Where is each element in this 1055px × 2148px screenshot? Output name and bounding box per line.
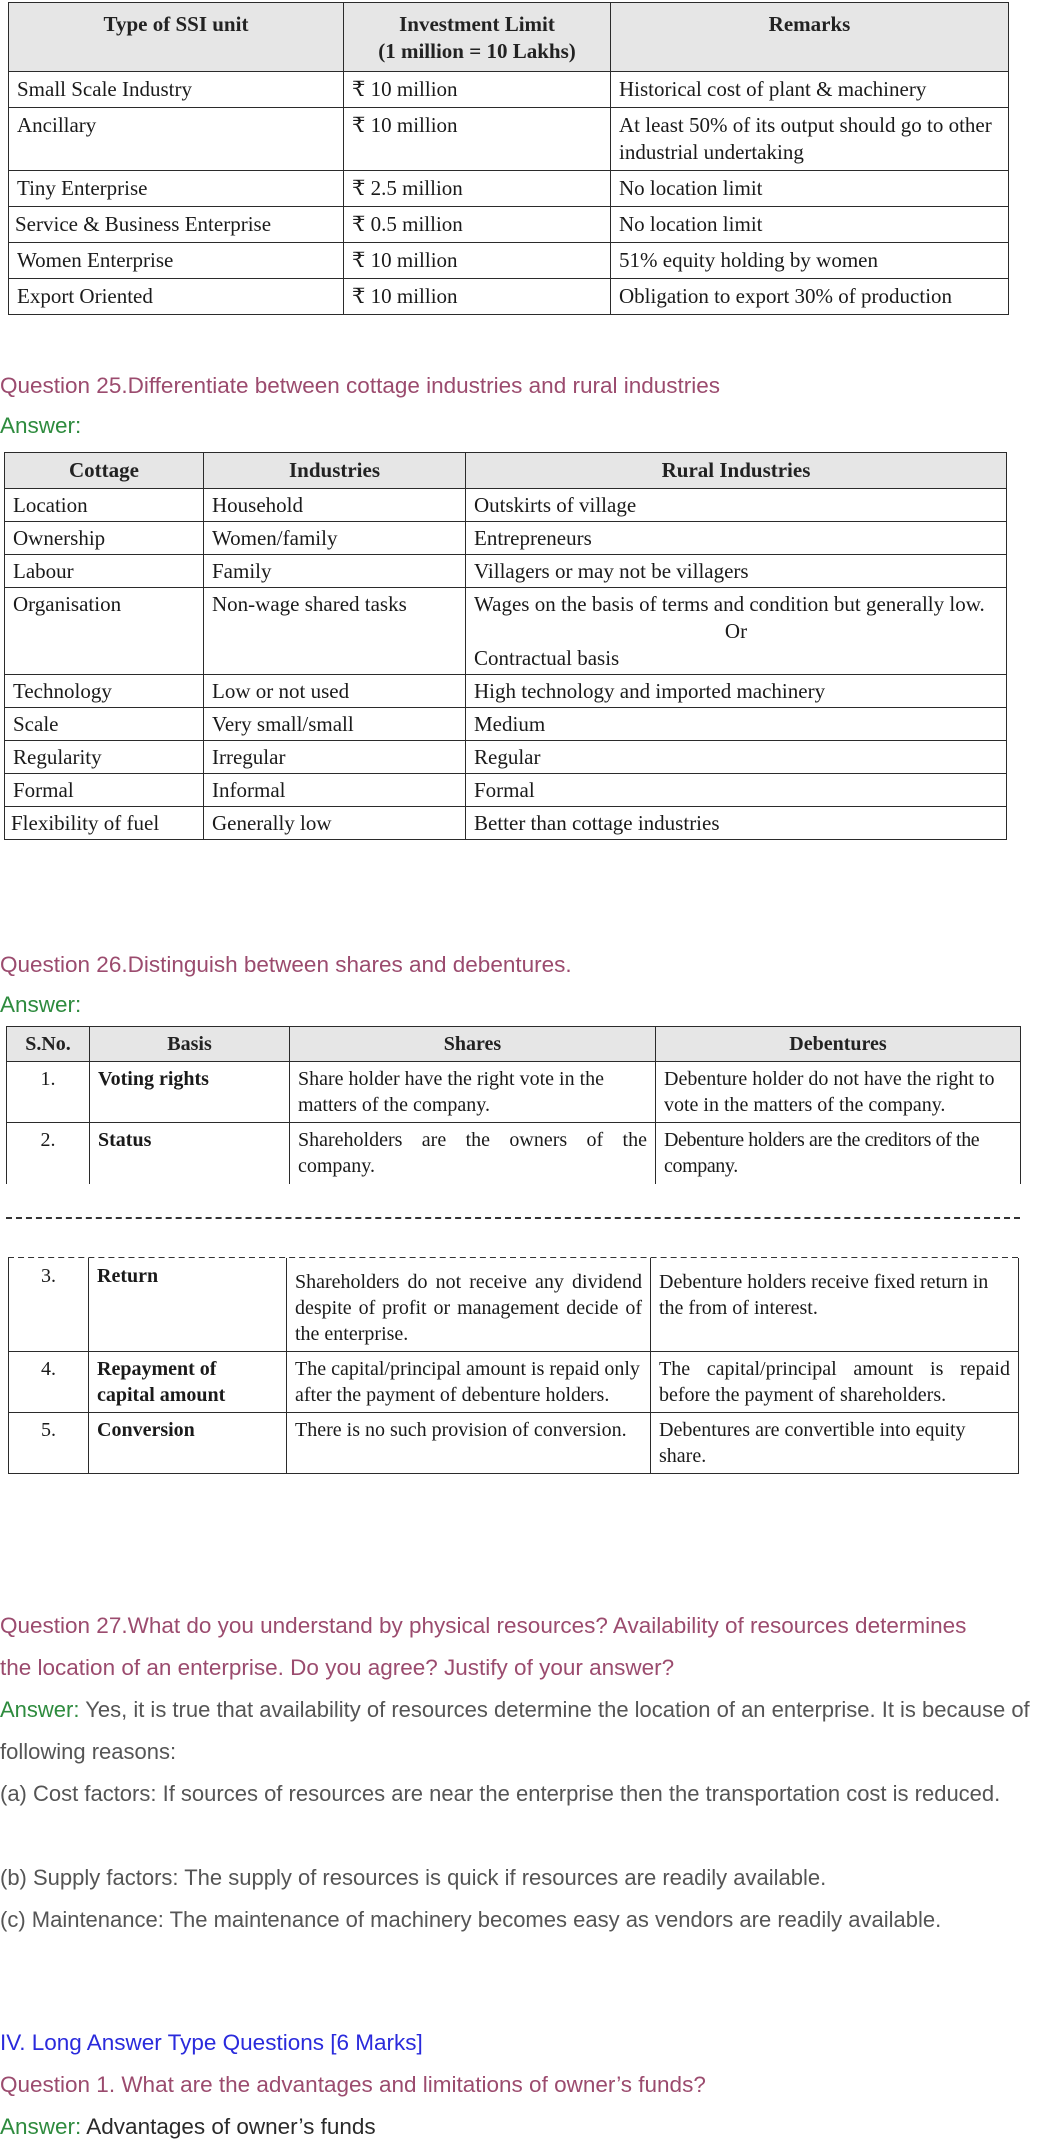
answer-long-1-text: Advantages of owner’s funds: [81, 2114, 376, 2139]
cell-basis: Ownership: [5, 522, 204, 555]
cell-basis: Status: [90, 1123, 290, 1184]
table-row: [5, 807, 1007, 840]
rural-text: Wages on the basis of terms and condition but generally low.: [474, 592, 985, 616]
cell-remarks: At least 50% of its output should go to other industrial undertaking: [611, 108, 1009, 171]
cell-cottage: Non-wage shared tasks: [204, 588, 466, 675]
cell-remarks: Obligation to export 30% of production: [611, 279, 1009, 315]
cell-shares: The capital/principal amount is repaid only after the payment of debenture holders.: [287, 1352, 651, 1413]
header-subtext: (1 million = 10 Lakhs): [378, 39, 576, 63]
cell-cottage: Family: [204, 555, 466, 588]
cell-sno: 3.: [9, 1259, 89, 1352]
shares-vs-debentures-table-part2: [8, 1258, 1019, 1474]
cell-rural: Outskirts of village: [466, 489, 1007, 522]
cell-basis: Organisation: [5, 588, 204, 675]
cell-shares: There is no such provision of conversion.: [287, 1413, 651, 1474]
table-row: [7, 1062, 1021, 1123]
column-header: [9, 3, 344, 72]
cell-rural: Better than cottage industries: [466, 807, 1007, 840]
column-header: [611, 3, 1009, 72]
cell-basis: Labour: [5, 555, 204, 588]
table-row: [7, 1123, 1021, 1184]
cell-type: Small Scale Industry: [9, 72, 344, 108]
answer-label-long-1: Answer:: [0, 2114, 82, 2139]
answer-27-intro: Yes, it is true that availability of resources determine the location of an enterprise. It is because of following reasons:: [0, 1697, 1030, 1764]
cell-sno: 4.: [9, 1352, 89, 1413]
cell-cottage: Generally low: [204, 807, 466, 840]
cell-rural: Medium: [466, 708, 1007, 741]
cell-debentures: Debentures are convertible into equity share.: [651, 1413, 1019, 1474]
cell-remarks: 51% equity holding by women: [611, 243, 1009, 279]
page-break-dashed-line: [6, 1217, 1020, 1219]
table-row: [9, 207, 1009, 243]
table-row: [9, 243, 1009, 279]
cell-debentures: The capital/principal amount is repaid before the payment of shareholders.: [651, 1352, 1019, 1413]
cell-cottage: Informal: [204, 774, 466, 807]
cell-basis: Flexibility of fuel: [5, 807, 204, 840]
cell-limit: ₹ 10 million: [344, 279, 611, 315]
cell-rural: High technology and imported machinery: [466, 675, 1007, 708]
column-header: [344, 3, 611, 72]
cell-shares: Share holder have the right vote in the matters of the company.: [290, 1062, 656, 1123]
table-row: [9, 1259, 1019, 1352]
table-header-row: [5, 453, 1007, 489]
table-row: [5, 489, 1007, 522]
cell-debentures: Debenture holders are the creditors of the company.: [656, 1123, 1021, 1184]
cell-basis: Return: [89, 1259, 287, 1352]
header-text: Type of SSI unit: [103, 12, 249, 36]
column-header: Industries: [204, 453, 466, 489]
answer-27-point-a: (a) Cost factors: If sources of resources are near the enterprise then the transportation cost is reduced.: [0, 1781, 1001, 1806]
shares-vs-debentures-table-part1: [6, 1026, 1021, 1184]
rural-alt-text: Contractual basis: [474, 646, 620, 670]
cell-type: Women Enterprise: [9, 243, 344, 279]
cell-limit: ₹ 0.5 million: [344, 207, 611, 243]
table-row: [9, 1352, 1019, 1413]
cell-basis: Conversion: [89, 1413, 287, 1474]
cell-rural: Regular: [466, 741, 1007, 774]
table-row: [5, 588, 1007, 675]
column-header: Rural Industries: [466, 453, 1007, 489]
table-row: [9, 279, 1009, 315]
table-header-row: [9, 3, 1009, 72]
question-25: Question 25.Differentiate between cottage industries and rural industries: [0, 373, 721, 398]
cell-basis: Regularity: [5, 741, 204, 774]
column-header: Cottage: [5, 453, 204, 489]
table-row: [5, 741, 1007, 774]
header-text: Remarks: [768, 12, 851, 36]
cell-basis: Scale: [5, 708, 204, 741]
cell-type: Tiny Enterprise: [9, 171, 344, 207]
table-row: [9, 171, 1009, 207]
cell-basis: Location: [5, 489, 204, 522]
answer-label-25: Answer:: [0, 413, 82, 438]
table-row: [5, 555, 1007, 588]
cell-cottage: Irregular: [204, 741, 466, 774]
cell-sno: 5.: [9, 1413, 89, 1474]
cell-basis: Repayment of capital amount: [89, 1352, 287, 1413]
cell-limit: ₹ 10 million: [344, 108, 611, 171]
cell-basis: Technology: [5, 675, 204, 708]
question-27: Question 27.What do you understand by physical resources? Availability of resources determines the location of an enterprise. Do you agree? Justify of your answer?: [0, 1613, 967, 1680]
question-1-long: Question 1. What are the advantages and limitations of owner’s funds?: [0, 2072, 706, 2097]
question-26: Question 26.Distinguish between shares and debentures.: [0, 952, 572, 977]
cell-rural: Entrepreneurs: [466, 522, 1007, 555]
table-row: [5, 774, 1007, 807]
answer-label-27: Answer:: [0, 1697, 80, 1722]
cell-debentures: Debenture holders receive fixed return in the from of interest.: [651, 1259, 1019, 1352]
table-row: [9, 72, 1009, 108]
answer-27-point-c: (c) Maintenance: The maintenance of machinery becomes easy as vendors are readily available.: [0, 1907, 942, 1932]
or-text: Or: [724, 619, 748, 643]
cell-remarks: Historical cost of plant & machinery: [611, 72, 1009, 108]
header-text: Investment Limit: [399, 12, 555, 36]
cell-cottage: Low or not used: [204, 675, 466, 708]
cell-limit: ₹ 10 million: [344, 243, 611, 279]
cell-basis: Voting rights: [90, 1062, 290, 1123]
table-row: [9, 108, 1009, 171]
cell-remarks: No location limit: [611, 171, 1009, 207]
cell-rural: Formal: [466, 774, 1007, 807]
cell-sno: 2.: [7, 1123, 90, 1184]
table-row: [5, 708, 1007, 741]
cell-basis: Formal: [5, 774, 204, 807]
table-row: [5, 522, 1007, 555]
column-header: S.No.: [7, 1027, 90, 1062]
table-row: [5, 675, 1007, 708]
column-header: Debentures: [656, 1027, 1021, 1062]
column-header: Basis: [90, 1027, 290, 1062]
cell-shares: Shareholders do not receive any dividend despite of profit or management decide of the enterprise.: [287, 1259, 651, 1352]
answer-27: [0, 1689, 1050, 1773]
cell-limit: ₹ 10 million: [344, 72, 611, 108]
cell-remarks: No location limit: [611, 207, 1009, 243]
ssi-investment-table: [8, 2, 1009, 315]
cell-shares: Shareholders are the owners of the company.: [290, 1123, 656, 1184]
cell-type: Export Oriented: [9, 279, 344, 315]
cell-type: Ancillary: [9, 108, 344, 171]
answer-1-long: [0, 2106, 1055, 2148]
cell-type: Service & Business Enterprise: [9, 207, 344, 243]
cell-cottage: Women/family: [204, 522, 466, 555]
cell-sno: 1.: [7, 1062, 90, 1123]
cell-cottage: Very small/small: [204, 708, 466, 741]
cell-limit: ₹ 2.5 million: [344, 171, 611, 207]
cottage-vs-rural-table: [4, 452, 1007, 840]
cell-cottage: Household: [204, 489, 466, 522]
cell-rural: Villagers or may not be villagers: [466, 555, 1007, 588]
answer-label-26: Answer:: [0, 992, 82, 1017]
section-heading-long-answer: IV. Long Answer Type Questions [6 Marks]: [0, 2030, 423, 2055]
cell-rural: [466, 588, 1007, 675]
column-header: Shares: [290, 1027, 656, 1062]
cell-debentures: Debenture holder do not have the right to vote in the matters of the company.: [656, 1062, 1021, 1123]
table-row: [9, 1413, 1019, 1474]
table-header-row: [7, 1027, 1021, 1062]
answer-27-point-b: (b) Supply factors: The supply of resources is quick if resources are readily available.: [0, 1865, 827, 1890]
